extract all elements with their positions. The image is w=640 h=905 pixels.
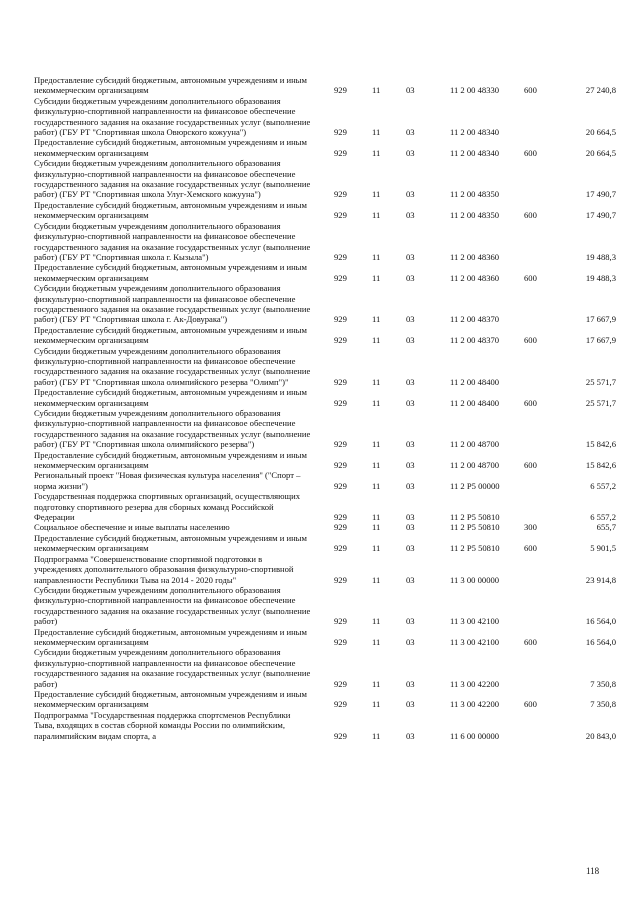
row-name: Субсидии бюджетным учреждениям дополнительного образования физкультурно-спортивной направленности на финансовое обеспечение государственного задания на оказание государственных услуг (выполнение работ) (ГБУ РТ "Спортивная школа Улуг-Хемского кожууна") bbox=[34, 158, 311, 200]
row-name: Социальное обеспечение и иные выплаты населению bbox=[34, 522, 230, 533]
page-number: 118 bbox=[586, 866, 600, 876]
row-expense-type: 600 bbox=[524, 636, 537, 647]
row-target-article: 11 2 00 48350 bbox=[450, 189, 500, 200]
row-target-article: 11 2 00 48700 bbox=[450, 439, 500, 450]
row-expense-type: 600 bbox=[524, 85, 537, 96]
row-expense-type: 600 bbox=[524, 543, 537, 554]
row-amount: 6 557,2 bbox=[590, 512, 616, 523]
row-subsection: 03 bbox=[406, 251, 415, 262]
row-grbs: 929 bbox=[334, 439, 347, 450]
row-expense-type: 600 bbox=[524, 397, 537, 408]
row-amount: 17 490,7 bbox=[585, 210, 616, 221]
row-target-article: 11 3 00 42200 bbox=[450, 678, 500, 689]
row-section: 11 bbox=[372, 730, 381, 741]
row-grbs: 929 bbox=[334, 397, 347, 408]
row-expense-type bbox=[524, 647, 560, 689]
row-expense-type bbox=[524, 221, 560, 263]
row-name: Подпрограмма "Государственная поддержка спортсменов Республики Тыва, входящих в состав сборной команды России по олимпийским, паралимпийским видам спорта, а bbox=[34, 709, 291, 741]
row-amount: 7 350,8 bbox=[590, 678, 616, 689]
table-row bbox=[34, 689, 616, 710]
row-section: 11 bbox=[372, 147, 381, 158]
table-row bbox=[34, 387, 616, 408]
row-amount: 27 240,8 bbox=[585, 85, 616, 96]
row-target-article: 11 3 00 00000 bbox=[450, 574, 500, 585]
row-amount: 23 914,8 bbox=[585, 574, 616, 585]
row-target-article: 11 2 00 48340 bbox=[450, 147, 500, 158]
row-target-article: 11 3 00 42100 bbox=[450, 636, 500, 647]
row-section: 11 bbox=[372, 251, 381, 262]
row-name: Предоставление субсидий бюджетным, автономным учреждениям и иным некоммерческим организациям bbox=[34, 688, 307, 710]
row-target-article: 11 2 00 48360 bbox=[450, 251, 500, 262]
table-row bbox=[34, 137, 616, 158]
row-amount: 25 571,7 bbox=[585, 376, 616, 387]
row-subsection: 03 bbox=[406, 85, 415, 96]
row-subsection: 03 bbox=[406, 574, 415, 585]
row-name: Предоставление субсидий бюджетным, автономным учреждениям и иным некоммерческим организациям bbox=[34, 75, 307, 96]
row-subsection: 03 bbox=[406, 314, 415, 325]
row-subsection: 03 bbox=[406, 480, 415, 491]
table-row bbox=[34, 96, 616, 138]
row-amount: 20 664,5 bbox=[585, 127, 616, 138]
table-row bbox=[34, 627, 616, 648]
row-section: 11 bbox=[372, 314, 381, 325]
row-amount: 15 842,6 bbox=[585, 460, 616, 471]
row-target-article: 11 2 00 48330 bbox=[450, 85, 500, 96]
row-amount: 25 571,7 bbox=[585, 397, 616, 408]
row-subsection: 03 bbox=[406, 335, 415, 346]
row-name: Субсидии бюджетным учреждениям дополнительного образования физкультурно-спортивной направленности на финансовое обеспечение государственного задания на оказание государственных услуг (выполнение работ) (ГБУ РТ "Спортивная школа олимпийского резерва "Олимп")" bbox=[34, 345, 311, 387]
row-amount: 19 488,3 bbox=[585, 251, 616, 262]
row-grbs: 929 bbox=[334, 678, 347, 689]
row-grbs: 929 bbox=[334, 314, 347, 325]
row-grbs: 929 bbox=[334, 127, 347, 138]
row-target-article: 11 2 00 48360 bbox=[450, 272, 500, 283]
row-subsection: 03 bbox=[406, 210, 415, 221]
row-section: 11 bbox=[372, 272, 381, 283]
table-row bbox=[34, 647, 616, 689]
row-expense-type bbox=[524, 470, 560, 491]
row-expense-type: 600 bbox=[524, 699, 537, 710]
row-section: 11 bbox=[372, 335, 381, 346]
table-row bbox=[34, 346, 616, 388]
row-name: Предоставление субсидий бюджетным, автономным учреждениям и иным некоммерческим организациям bbox=[34, 262, 307, 283]
row-name: Предоставление субсидий бюджетным, автономным учреждениям и иным некоммерческим организациям bbox=[34, 324, 307, 346]
row-target-article: 11 2 P5 00000 bbox=[450, 480, 500, 491]
row-grbs: 929 bbox=[334, 335, 347, 346]
row-expense-type bbox=[524, 346, 560, 388]
row-amount: 15 842,6 bbox=[585, 439, 616, 450]
row-expense-type: 300 bbox=[524, 522, 537, 533]
table-row bbox=[34, 554, 616, 585]
row-name: Предоставление субсидий бюджетным, автономным учреждениям и иным некоммерческим организациям bbox=[34, 137, 307, 158]
row-grbs: 929 bbox=[334, 85, 347, 96]
row-subsection: 03 bbox=[406, 543, 415, 554]
row-target-article: 11 2 00 48340 bbox=[450, 127, 500, 138]
table-row bbox=[34, 75, 616, 96]
row-section: 11 bbox=[372, 616, 381, 627]
row-grbs: 929 bbox=[334, 699, 347, 710]
row-amount: 16 564,0 bbox=[585, 636, 616, 647]
row-expense-type bbox=[524, 158, 560, 200]
row-target-article: 11 2 P5 50810 bbox=[450, 522, 500, 533]
row-section: 11 bbox=[372, 127, 381, 138]
table-row bbox=[34, 710, 616, 741]
row-expense-type bbox=[524, 283, 560, 325]
row-subsection: 03 bbox=[406, 616, 415, 627]
table-row bbox=[34, 158, 616, 200]
row-name: Субсидии бюджетным учреждениям дополнительного образования физкультурно-спортивной направленности на финансовое обеспечение государственного задания на оказание государственных услуг (выполнение работ) (ГБУ РТ "Спортивная школа олимпийского резерва") bbox=[34, 408, 311, 450]
row-name: Предоставление субсидий бюджетным, автономным учреждениям и иным некоммерческим организациям bbox=[34, 199, 307, 221]
table-row bbox=[34, 585, 616, 627]
row-name: Субсидии бюджетным учреждениям дополнительного образования физкультурно-спортивной направленности на финансовое обеспечение государственного задания на оказание государственных услуг (выполнение работ) bbox=[34, 647, 311, 689]
row-subsection: 03 bbox=[406, 522, 415, 533]
row-amount: 655,7 bbox=[596, 522, 616, 533]
row-subsection: 03 bbox=[406, 127, 415, 138]
row-amount: 20 664,5 bbox=[585, 147, 616, 158]
row-subsection: 03 bbox=[406, 439, 415, 450]
row-grbs: 929 bbox=[334, 616, 347, 627]
row-section: 11 bbox=[372, 699, 381, 710]
table-row bbox=[34, 408, 616, 450]
row-grbs: 929 bbox=[334, 636, 347, 647]
table-row bbox=[34, 450, 616, 471]
budget-table bbox=[34, 75, 616, 741]
row-grbs: 929 bbox=[334, 730, 347, 741]
row-target-article: 11 2 P5 50810 bbox=[450, 512, 500, 523]
table-row bbox=[34, 262, 616, 283]
row-grbs: 929 bbox=[334, 574, 347, 585]
budget-table-body bbox=[34, 75, 616, 741]
row-amount: 17 490,7 bbox=[585, 189, 616, 200]
row-amount: 7 350,8 bbox=[590, 699, 616, 710]
row-amount: 20 843,0 bbox=[585, 730, 616, 741]
row-target-article: 11 2 00 48400 bbox=[450, 376, 500, 387]
row-name: Предоставление субсидий бюджетным, автономным учреждениям и иным некоммерческим организациям bbox=[34, 532, 307, 554]
row-subsection: 03 bbox=[406, 636, 415, 647]
row-section: 11 bbox=[372, 636, 381, 647]
row-grbs: 929 bbox=[334, 272, 347, 283]
row-expense-type: 600 bbox=[524, 460, 537, 471]
row-name: Региональный проект "Новая физическая культура населения" ("Спорт –норма жизни") bbox=[34, 470, 301, 491]
row-subsection: 03 bbox=[406, 376, 415, 387]
row-subsection: 03 bbox=[406, 678, 415, 689]
row-section: 11 bbox=[372, 512, 381, 523]
row-target-article: 11 2 00 48370 bbox=[450, 335, 500, 346]
row-amount: 5 901,5 bbox=[590, 543, 616, 554]
row-subsection: 03 bbox=[406, 147, 415, 158]
row-amount: 16 564,0 bbox=[585, 616, 616, 627]
table-row bbox=[34, 325, 616, 346]
row-expense-type bbox=[524, 96, 560, 138]
row-grbs: 929 bbox=[334, 512, 347, 523]
row-expense-type: 600 bbox=[524, 147, 537, 158]
row-name: Субсидии бюджетным учреждениям дополнительного образования физкультурно-спортивной направленности на финансовое обеспечение государственного задания на оказание государственных услуг (выполнение работ) (ГБУ РТ "Спортивная школа г. Кызыла") bbox=[34, 220, 311, 262]
row-section: 11 bbox=[372, 543, 381, 554]
row-target-article: 11 6 00 00000 bbox=[450, 730, 500, 741]
row-expense-type: 600 bbox=[524, 210, 537, 221]
table-row bbox=[34, 200, 616, 221]
row-expense-type: 600 bbox=[524, 335, 537, 346]
table-row bbox=[34, 221, 616, 263]
row-section: 11 bbox=[372, 574, 381, 585]
row-section: 11 bbox=[372, 397, 381, 408]
row-target-article: 11 2 P5 50810 bbox=[450, 543, 500, 554]
row-section: 11 bbox=[372, 439, 381, 450]
row-subsection: 03 bbox=[406, 730, 415, 741]
row-grbs: 929 bbox=[334, 480, 347, 491]
row-subsection: 03 bbox=[406, 397, 415, 408]
row-section: 11 bbox=[372, 85, 381, 96]
row-grbs: 929 bbox=[334, 147, 347, 158]
row-target-article: 11 2 00 48700 bbox=[450, 460, 500, 471]
row-target-article: 11 2 00 48400 bbox=[450, 397, 500, 408]
row-name: Предоставление субсидий бюджетным, автономным учреждениям и иным некоммерческим организациям bbox=[34, 626, 307, 647]
row-name: Субсидии бюджетным учреждениям дополнительного образования физкультурно-спортивной направленности на финансовое обеспечение государственного задания на оказание государственных услуг (выполнение работ) (ГБУ РТ "Спортивная школа г. Ак-Довурака") bbox=[34, 283, 311, 325]
row-name: Государственная поддержка спортивных организаций, осуществляющих подготовку спортивного резерва для сборных команд Российской Федерации bbox=[34, 491, 301, 523]
row-expense-type bbox=[524, 585, 560, 627]
row-section: 11 bbox=[372, 480, 381, 491]
table-row bbox=[34, 522, 616, 532]
row-name: Субсидии бюджетным учреждениям дополнительного образования физкультурно-спортивной направленности на финансовое обеспечение государственного задания на оказание государственных услуг (выполнение работ) bbox=[34, 584, 311, 627]
row-target-article: 11 3 00 42100 bbox=[450, 616, 500, 627]
row-target-article: 11 2 00 48370 bbox=[450, 314, 500, 325]
row-grbs: 929 bbox=[334, 460, 347, 471]
row-subsection: 03 bbox=[406, 512, 415, 523]
row-expense-type: 600 bbox=[524, 272, 537, 283]
row-grbs: 929 bbox=[334, 543, 347, 554]
row-expense-type bbox=[524, 710, 560, 741]
row-grbs: 929 bbox=[334, 210, 347, 221]
table-row bbox=[34, 491, 616, 522]
row-amount: 19 488,3 bbox=[585, 272, 616, 283]
row-name: Субсидии бюджетным учреждениям дополнительного образования физкультурно-спортивной направленности на финансовое обеспечение государственного задания на оказание государственных услуг (выполнение работ) (ГБУ РТ "Спортивная школа Овюрского кожууна") bbox=[34, 95, 311, 138]
row-grbs: 929 bbox=[334, 376, 347, 387]
table-row bbox=[34, 283, 616, 325]
row-amount: 6 557,2 bbox=[590, 480, 616, 491]
row-subsection: 03 bbox=[406, 460, 415, 471]
row-amount: 17 667,9 bbox=[585, 314, 616, 325]
row-amount: 17 667,9 bbox=[585, 335, 616, 346]
row-target-article: 11 3 00 42200 bbox=[450, 699, 500, 710]
row-grbs: 929 bbox=[334, 522, 347, 533]
row-expense-type bbox=[524, 408, 560, 450]
row-target-article: 11 2 00 48350 bbox=[450, 210, 500, 221]
row-grbs: 929 bbox=[334, 251, 347, 262]
row-subsection: 03 bbox=[406, 272, 415, 283]
row-section: 11 bbox=[372, 678, 381, 689]
row-section: 11 bbox=[372, 376, 381, 387]
table-row bbox=[34, 533, 616, 554]
table-row bbox=[34, 470, 616, 491]
row-expense-type bbox=[524, 491, 560, 522]
row-grbs: 929 bbox=[334, 189, 347, 200]
row-section: 11 bbox=[372, 460, 381, 471]
row-subsection: 03 bbox=[406, 699, 415, 710]
row-name: Подпрограмма "Совершенствование спортивной подготовки в учреждениях дополнительного образования физкультурно-спортивной направленности Республики Тыва на 2014 - 2020 годы" bbox=[34, 553, 294, 585]
row-name: Предоставление субсидий бюджетным, автономным учреждениям и иным некоммерческим организациям bbox=[34, 449, 307, 471]
row-subsection: 03 bbox=[406, 189, 415, 200]
row-expense-type bbox=[524, 554, 560, 585]
row-name: Предоставление субсидий бюджетным, автономным учреждениям и иным некоммерческим организациям bbox=[34, 387, 307, 408]
row-section: 11 bbox=[372, 210, 381, 221]
row-section: 11 bbox=[372, 189, 381, 200]
row-section: 11 bbox=[372, 522, 381, 533]
